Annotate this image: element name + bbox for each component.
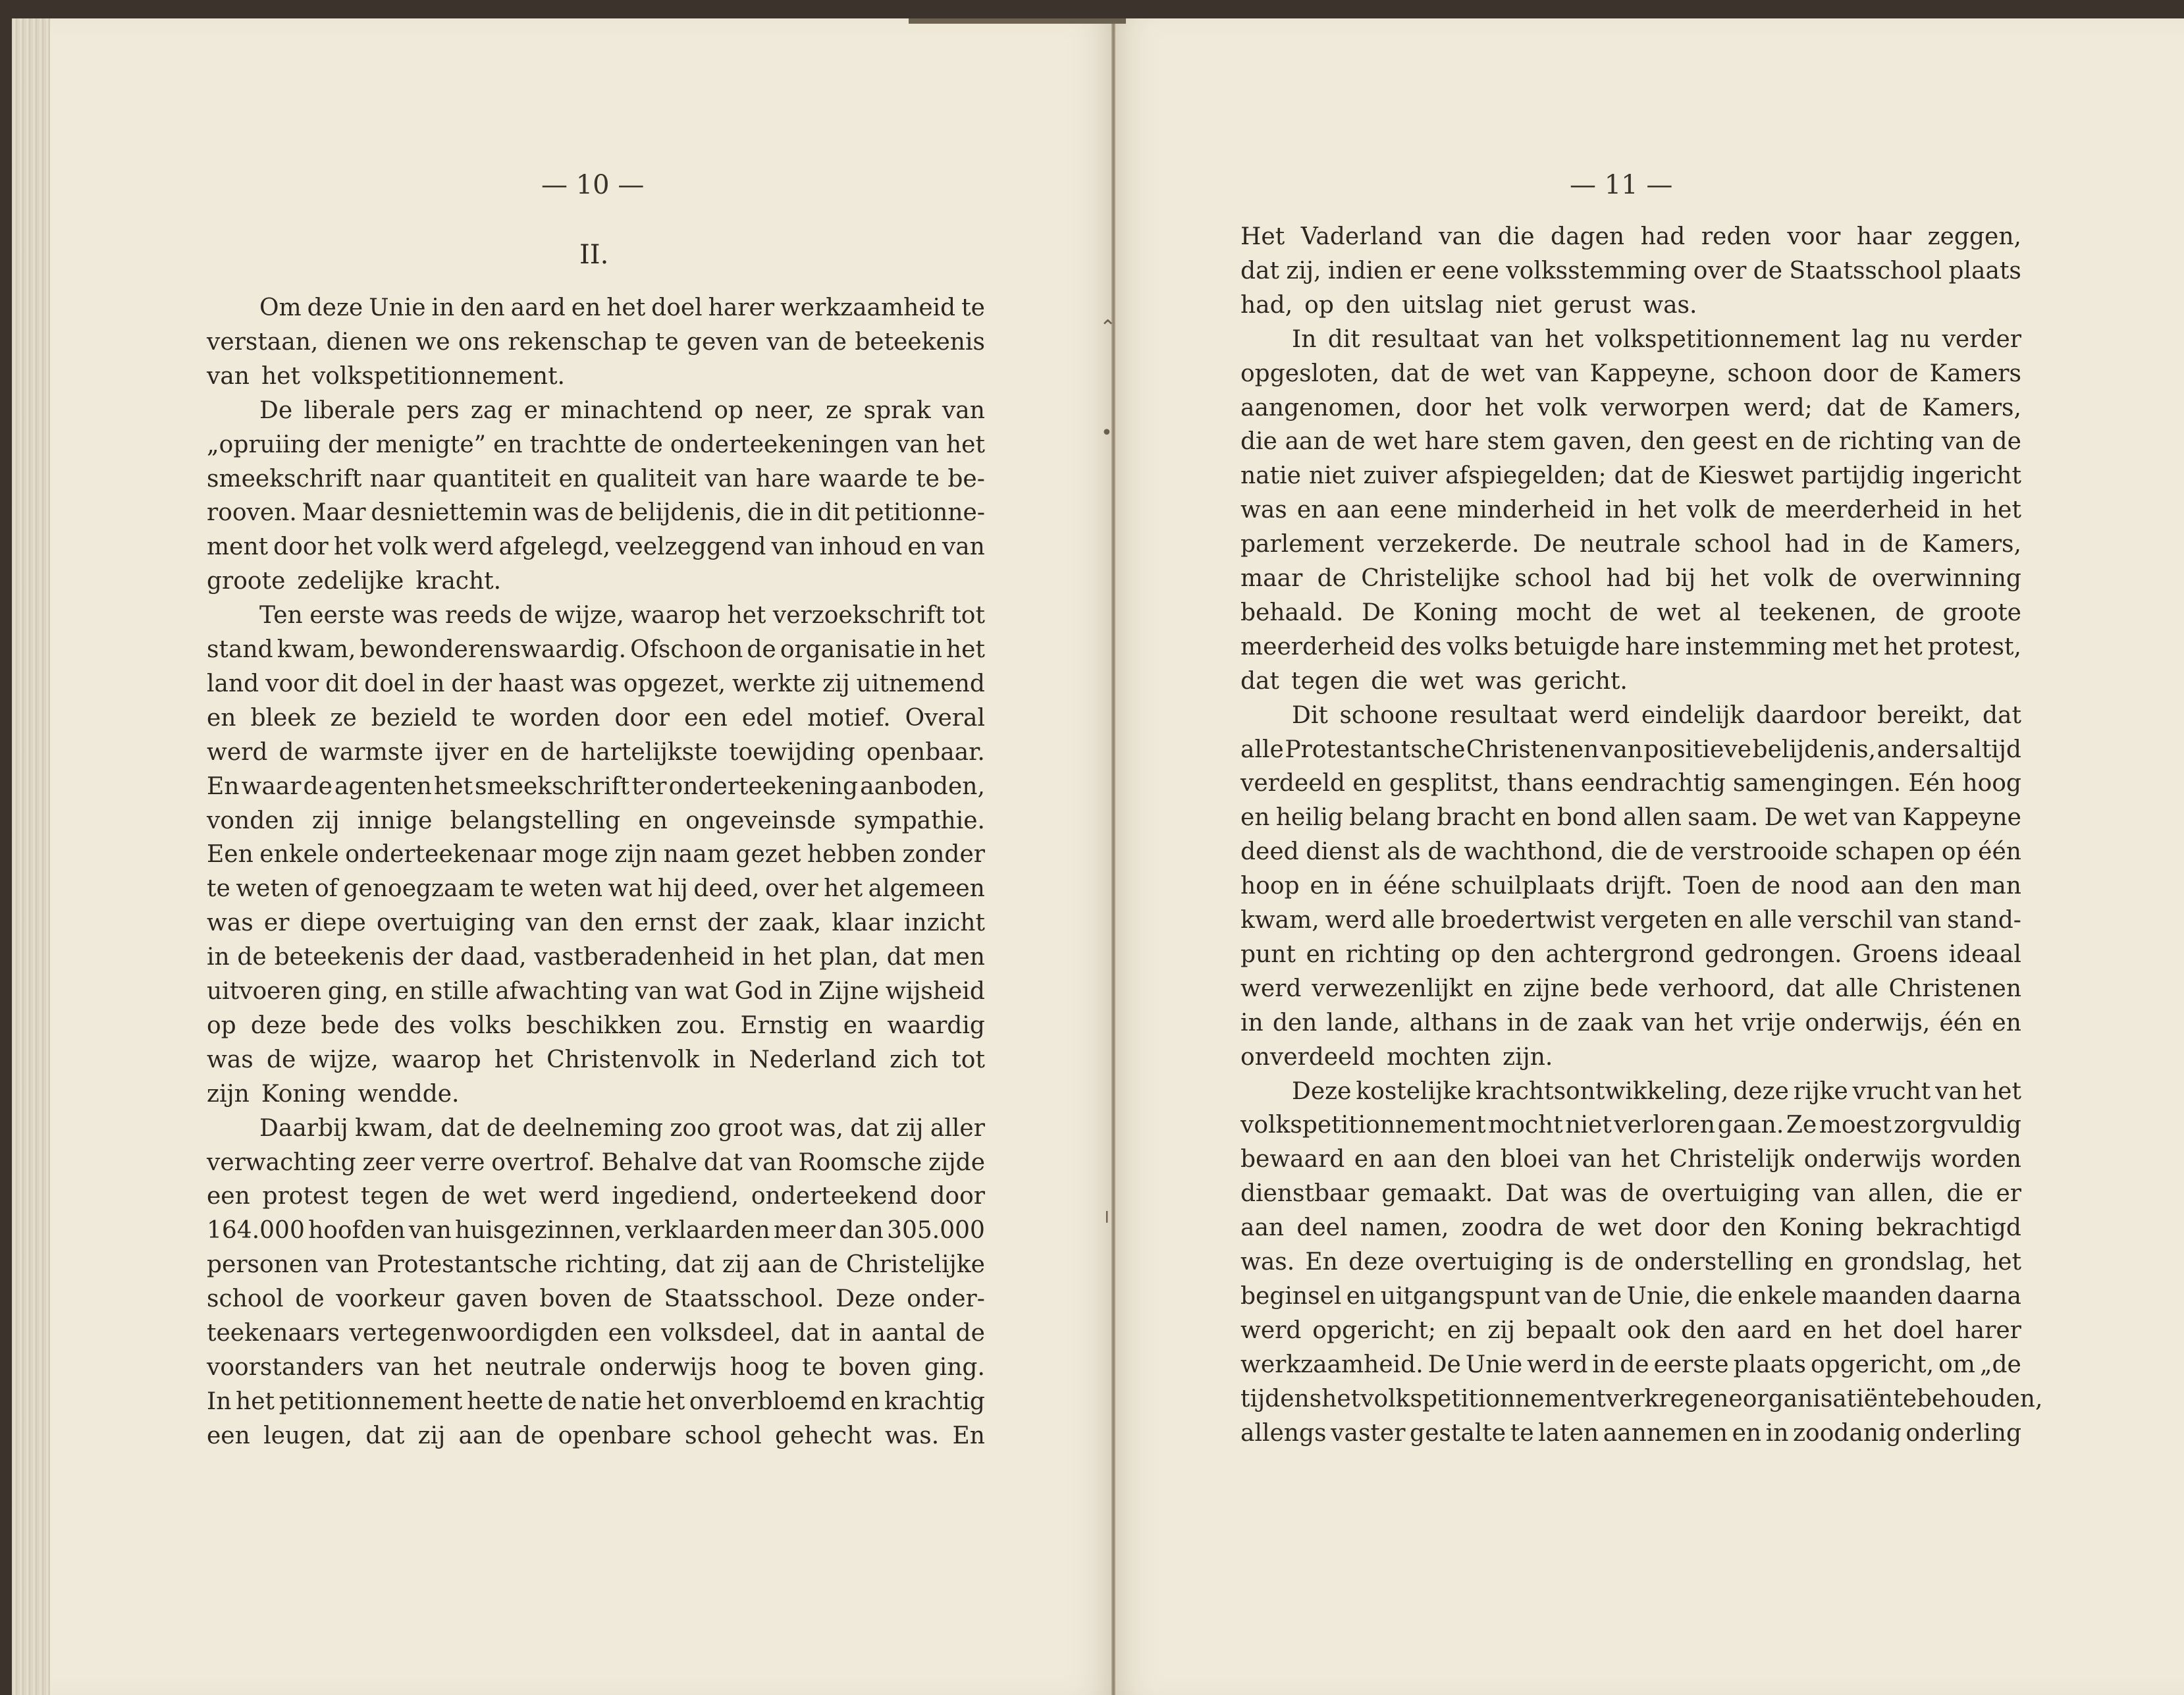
gutter-mark: ⌃ <box>1100 316 1117 339</box>
text-line: natie niet zuiver afspiegelden; dat de Kieswet partijdig ingericht <box>1240 462 2021 490</box>
text-line: op deze bede des volks beschikken zou. Ernstig en waardig <box>207 1011 985 1039</box>
text-line: kwam, werd alle broedertwist vergeten en alle verschil van stand- <box>1240 907 2021 934</box>
text-line: werd de warmste ijver en de hartelijkste toewijding openbaar. <box>207 738 985 766</box>
text-line: had, op den uitslag niet gerust was. <box>1240 291 1697 319</box>
text-line: land voor dit doel in der haast was opgezet, werkte zij uitnemend <box>207 670 985 697</box>
text-line: school de voorkeur gaven boven de Staatsschool. Deze onder- <box>207 1285 985 1313</box>
text-line: was en aan eene minderheid in het volk de meerderheid in het <box>1240 497 2021 524</box>
text-line: aangenomen, door het volk verworpen werd; dat de Kamers, <box>1240 394 2021 421</box>
text-line: volkspetitionnement mocht niet verloren gaan. Ze moest zorgvuldig <box>1240 1112 2021 1139</box>
text-line: die aan de wet hare stem gaven, den geest en de richting van de <box>1240 428 2021 456</box>
section-heading: II. <box>579 240 609 270</box>
text-line: Om deze Unie in den aard en het doel harer werkzaamheid te <box>259 294 985 321</box>
text-line: groote zedelijke kracht. <box>207 568 502 595</box>
text-line: verdeeld en gesplitst, thans eendrachtig samengingen. Eén hoog <box>1240 770 2021 797</box>
text-line: was er diepe overtuiging van den ernst der zaak, klaar inzicht <box>207 909 985 937</box>
text-line: maar de Christelijke school had bij het volk de overwinning <box>1240 565 2021 592</box>
text-line: punt en richting op den achtergrond gedrongen. Groens ideaal <box>1240 940 2021 968</box>
text-line: Het Vaderland van die dagen had reden voor haar zeggen, <box>1240 223 2021 250</box>
text-line: behaald. De Koning mocht de wet al teekenen, de groote <box>1240 599 2021 626</box>
text-line: allengs vaster gestalte te laten aannemen en in zoodanig onderling <box>1240 1419 2021 1447</box>
text-line: van het volkspetitionnement. <box>207 362 565 390</box>
text-line: en heilig belang bracht en bond allen saam. De wet van Kappeyne <box>1240 804 2021 832</box>
text-line: was de wijze, waarop het Christenvolk in Nederland zich tot <box>207 1046 985 1073</box>
text-line: onverdeeld mochten zijn. <box>1240 1043 1553 1071</box>
text-line: aan deel namen, zoodra de wet door den Koning bekrachtigd <box>1240 1214 2021 1242</box>
text-line: alle Protestantsche Christenen van positieve belijdenis, anders altijd <box>1240 736 2021 763</box>
text-line: smeekschrift naar quantiteit en qualiteit van hare waarde te be- <box>207 465 985 493</box>
text-line: verwachting zeer verre overtrof. Behalve dat van Roomsche zijde <box>207 1148 985 1176</box>
text-line: teekenaars vertegenwoordigden een volksdeel, dat in aantal de <box>207 1320 985 1347</box>
text-line: meerderheid des volks betuigde hare instemming met het protest, <box>1240 633 2021 660</box>
page-edges <box>12 18 51 1695</box>
book-gutter <box>1111 18 1115 1695</box>
text-line: Daarbij kwam, dat de deelneming zoo groot was, dat zij aller <box>259 1114 985 1142</box>
text-line: Ten eerste was reeds de wijze, waarop het verzoekschrift tot <box>259 602 985 630</box>
text-line: stand kwam, bewonderenswaardig. Ofschoon de organisatie in het <box>207 636 985 663</box>
text-line: tijdens het volkspetitionnement verkregene organisatiën te behouden, <box>1240 1385 2043 1412</box>
right-page-number: — 11 — <box>1570 170 1673 200</box>
text-line: vonden zij innige belangstelling en ongeveinsde sympathie. <box>207 807 985 834</box>
text-line: Deze kostelijke krachtsontwikkeling, deze rijke vrucht van het <box>1292 1077 2021 1105</box>
text-line: dat tegen die wet was gericht. <box>1240 667 1628 695</box>
text-line: te weten of genoegzaam te weten wat hij deed, over het algemeen <box>207 875 985 903</box>
text-line: werd verwezenlijkt en zijne bede verhoord, dat alle Christenen <box>1240 975 2021 1002</box>
text-line: parlement verzekerde. De neutrale school had in de Kamers, <box>1240 531 2021 558</box>
text-line: in den lande, althans in de zaak van het vrije onderwijs, één en <box>1240 1009 2021 1036</box>
text-line: „opruiing der menigte” en trachtte de onderteekeningen van het <box>207 431 985 458</box>
text-line: deed dienst als de wachthond, die de verstrooide schapen op één <box>1240 838 2021 866</box>
text-line: werkzaamheid. De Unie werd in de eerste plaats opgericht, om „de <box>1240 1351 2021 1378</box>
text-line: dienstbaar gemaakt. Dat was de overtuiging van allen, die er <box>1240 1180 2021 1208</box>
text-line: beginsel en uitgangspunt van de Unie, die enkele maanden daarna <box>1240 1282 2021 1310</box>
text-line: uitvoeren ging, en stille afwachting van wat God in Zijne wijsheid <box>207 978 985 1005</box>
gutter-mark: • <box>1101 421 1113 444</box>
text-line: De liberale pers zag er minachtend op neer, ze sprak van <box>259 396 985 424</box>
text-line: Dit schoone resultaat werd eindelijk daardoor bereikt, dat <box>1292 701 2021 729</box>
text-line: en bleek ze bezield te worden door een edel motief. Overal <box>207 704 985 732</box>
text-line: een protest tegen de wet werd ingediend, onderteekend door <box>207 1183 985 1210</box>
text-line: een leugen, dat zij aan de openbare school gehecht was. En <box>207 1422 985 1449</box>
text-line: 164.000 hoofden van huisgezinnen, verklaarden meer dan 305.000 <box>207 1217 985 1245</box>
text-line: In het petitionnement heette de natie het onverbloemd en krachtig <box>207 1387 985 1415</box>
text-line: Een enkele onderteekenaar moge zijn naam gezet hebben zonder <box>207 841 985 869</box>
gutter-mark: ╵ <box>1101 1212 1113 1235</box>
text-line: in de beteekenis der daad, vastberadenheid in het plan, dat men <box>207 944 985 971</box>
text-line: zijn Koning wendde. <box>207 1080 460 1108</box>
spine-top-strip <box>909 18 1126 24</box>
text-line: En waar de agenten het smeekschrift ter onderteekening aanboden, <box>207 772 985 800</box>
text-line: was. En deze overtuiging is de onderstelling en grondslag, het <box>1240 1249 2021 1276</box>
left-page-number: — 10 — <box>541 170 645 200</box>
text-line: bewaard en aan den bloei van het Christelijk onderwijs worden <box>1240 1146 2021 1173</box>
text-line: rooven. Maar desniettemin was de belijdenis, die in dit petitionne- <box>207 499 985 527</box>
text-line: voorstanders van het neutrale onderwijs hoog te boven ging. <box>207 1353 985 1381</box>
text-line: In dit resultaat van het volkspetitionnement lag nu verder <box>1292 325 2021 353</box>
text-line: verstaan, dienen we ons rekenschap te geven van de beteekenis <box>207 328 985 356</box>
text-line: ment door het volk werd afgelegd, veelzeggend van inhoud en van <box>207 533 985 561</box>
text-line: hoop en in ééne schuilplaats drijft. Toen de nood aan den man <box>1240 873 2021 900</box>
text-line: werd opgericht; en zij bepaalt ook den aard en het doel harer <box>1240 1316 2021 1344</box>
text-line: personen van Protestantsche richting, dat zij aan de Christelijke <box>207 1251 985 1279</box>
text-line: dat zij, indien er eene volksstemming over de Staatsschool plaats <box>1240 257 2021 284</box>
text-line: opgesloten, dat de wet van Kappeyne, schoon door de Kamers <box>1240 360 2021 387</box>
